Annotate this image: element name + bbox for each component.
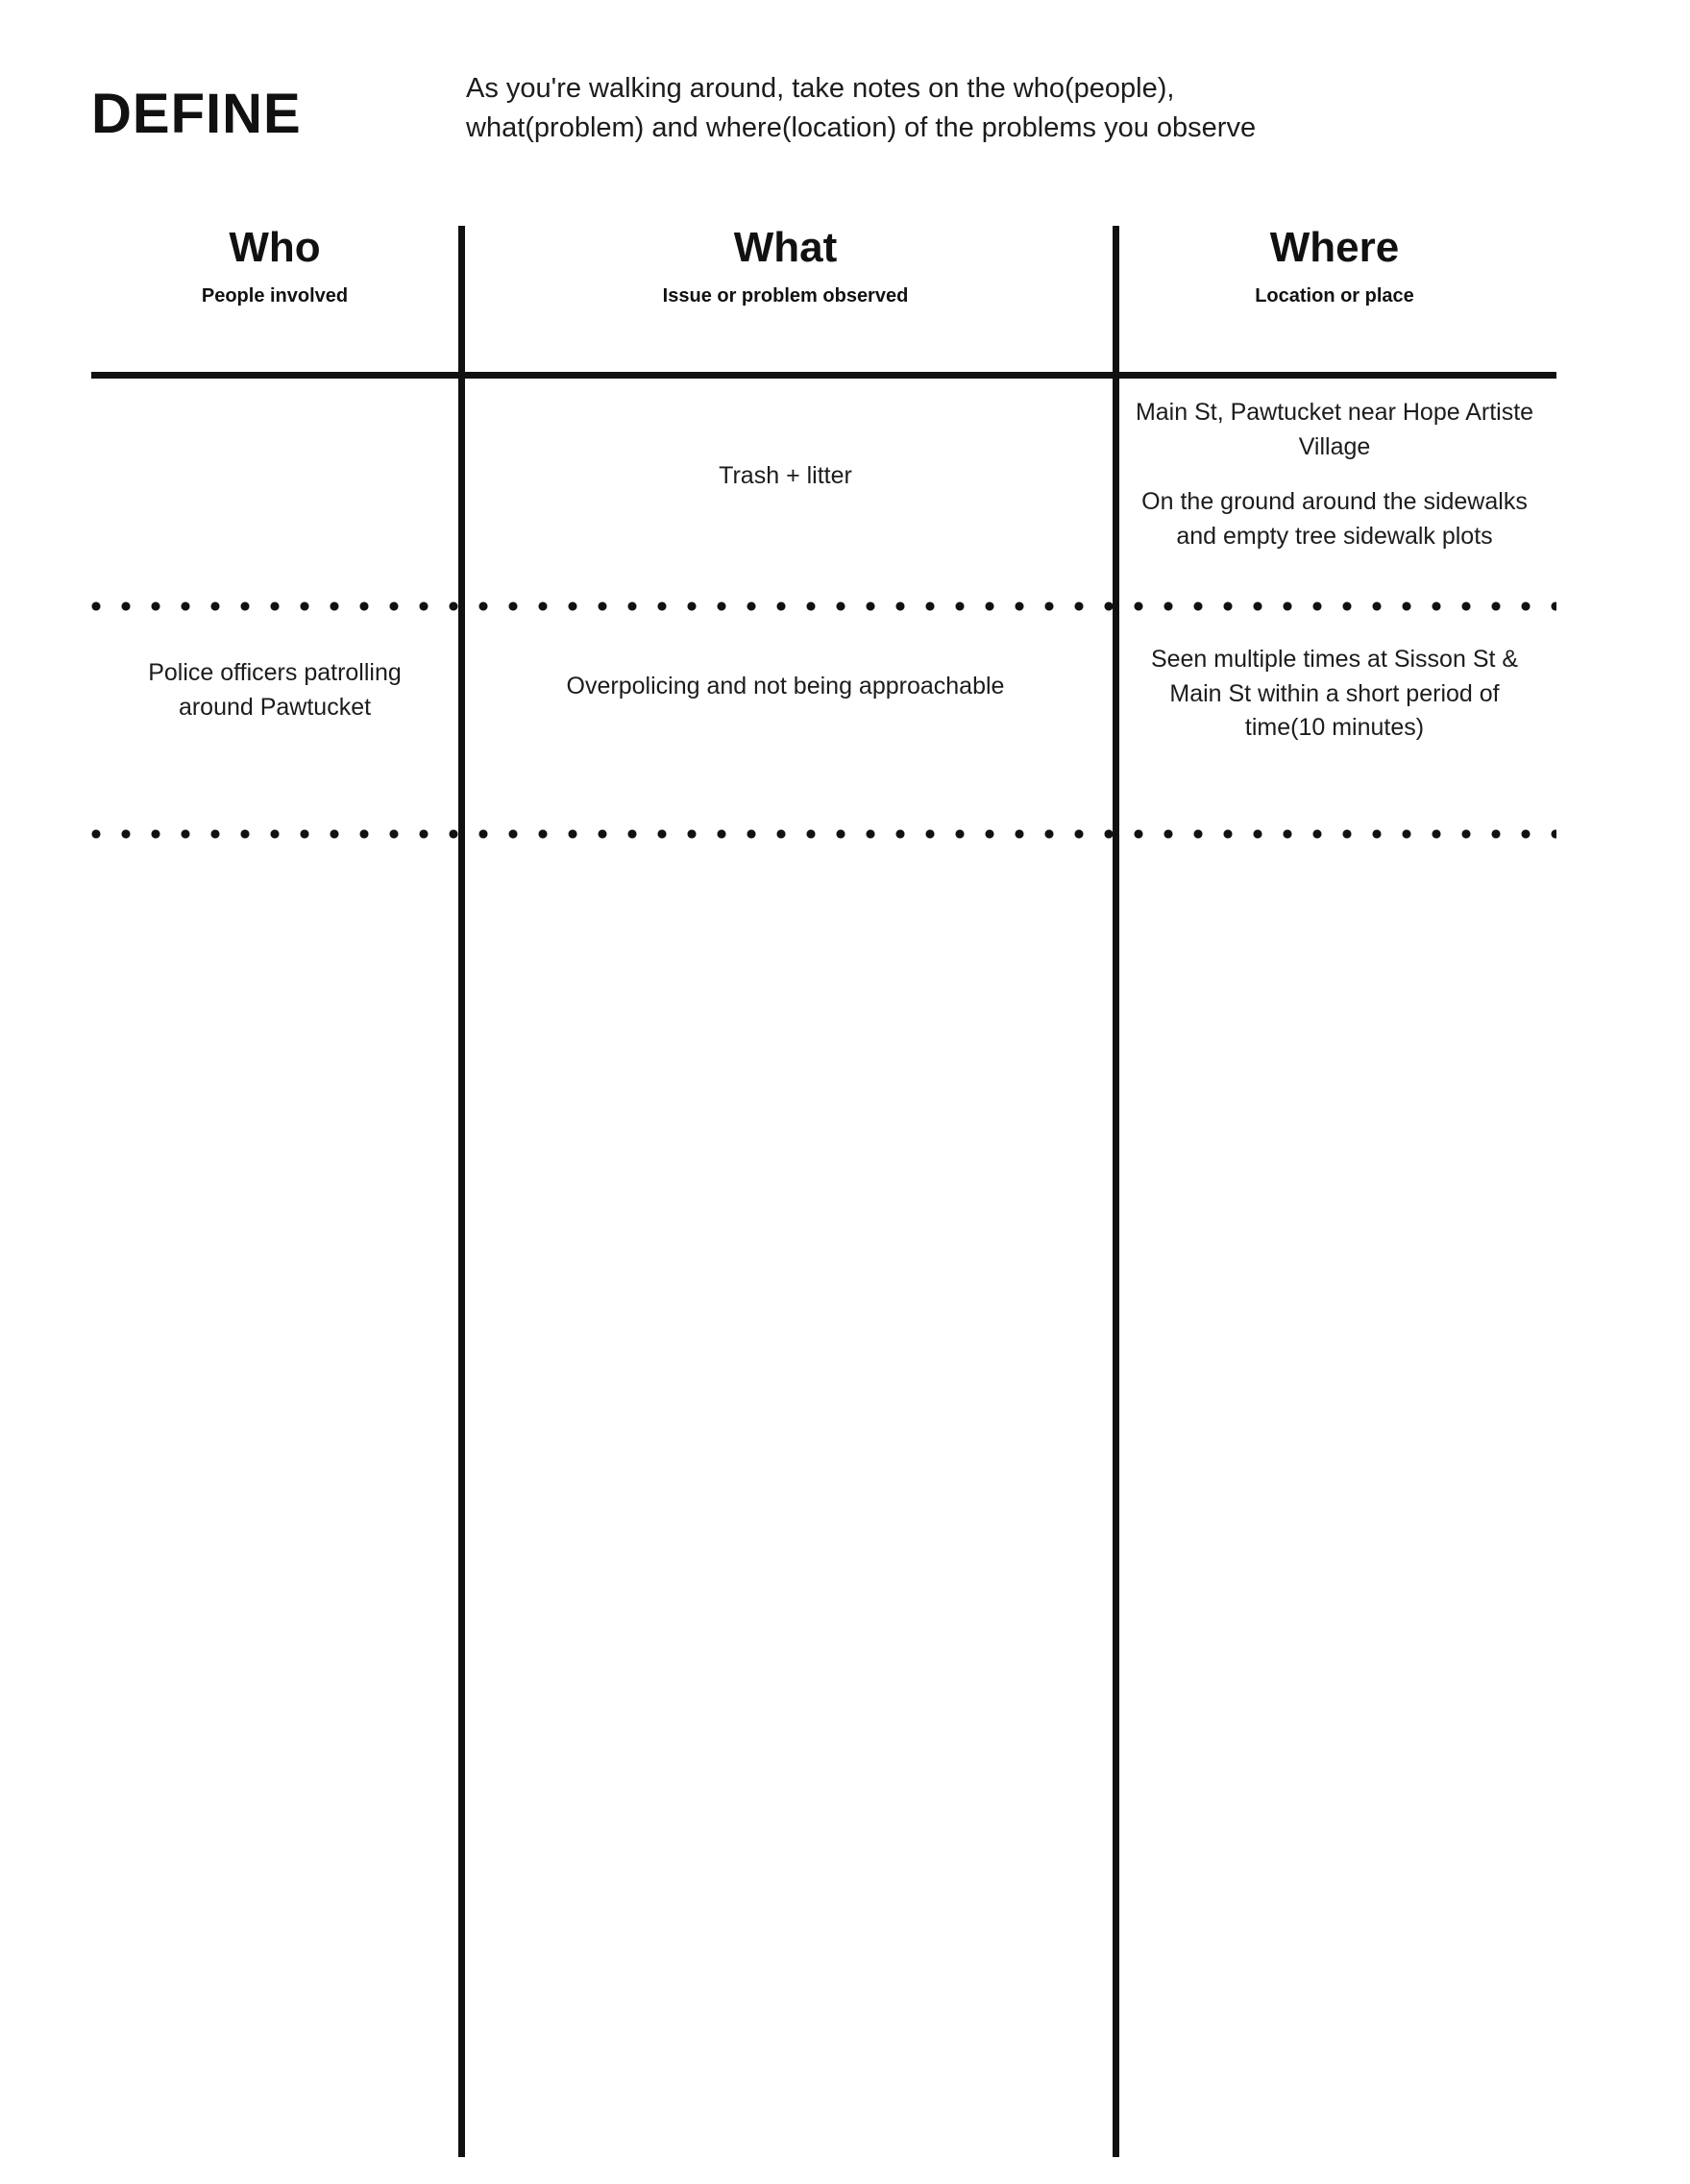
table-row[interactable]	[91, 620, 1556, 817]
page-header	[91, 69, 1608, 148]
column-subtitle-where: Location or place	[1255, 285, 1414, 307]
row-1-what-text: Trash + litter	[719, 462, 852, 489]
row-1-where-text-2: On the ground around the sidewalks and empty tree sidewalk plots	[1141, 488, 1528, 550]
row-divider-1	[91, 601, 1556, 612]
column-subtitle-who: People involved	[201, 285, 349, 307]
column-title-what: What	[733, 224, 838, 271]
row-divider-2	[91, 828, 1556, 840]
row-2-cell-who[interactable]	[91, 656, 458, 724]
table-header-row	[91, 226, 1556, 375]
instructions-line-2: what(problem) and where(location) of the problems you observe	[466, 112, 1257, 144]
column-header-who	[91, 226, 458, 307]
row-2-who-text: Police officers patrolling around Pawtucket	[148, 659, 402, 721]
row-1-cell-what[interactable]	[458, 459, 1113, 494]
row-1-where-text-1: Main St, Pawtucket near Hope Artiste Village	[1135, 399, 1534, 460]
define-table	[91, 226, 1556, 2157]
column-header-where	[1113, 226, 1556, 307]
instructions-text	[466, 69, 1256, 148]
row-2-cell-what[interactable]	[458, 670, 1113, 704]
page-title: DEFINE	[91, 83, 302, 145]
column-title-who: Who	[229, 224, 321, 271]
column-title-where: Where	[1269, 224, 1400, 271]
row-2-where-text-1: Seen multiple times at Sisson St & Main St within a short period of time(10 minutes)	[1150, 646, 1519, 741]
column-header-what	[458, 226, 1113, 307]
row-1-cell-where[interactable]	[1113, 396, 1556, 553]
header-rule	[91, 372, 1556, 379]
table-row[interactable]	[91, 384, 1556, 591]
row-2-cell-where[interactable]	[1113, 643, 1556, 746]
row-2-what-text: Overpolicing and not being approachable	[566, 673, 1005, 699]
instructions-line-1: As you're walking around, take notes on the who(people),	[466, 73, 1175, 104]
column-subtitle-what: Issue or problem observed	[662, 285, 909, 307]
